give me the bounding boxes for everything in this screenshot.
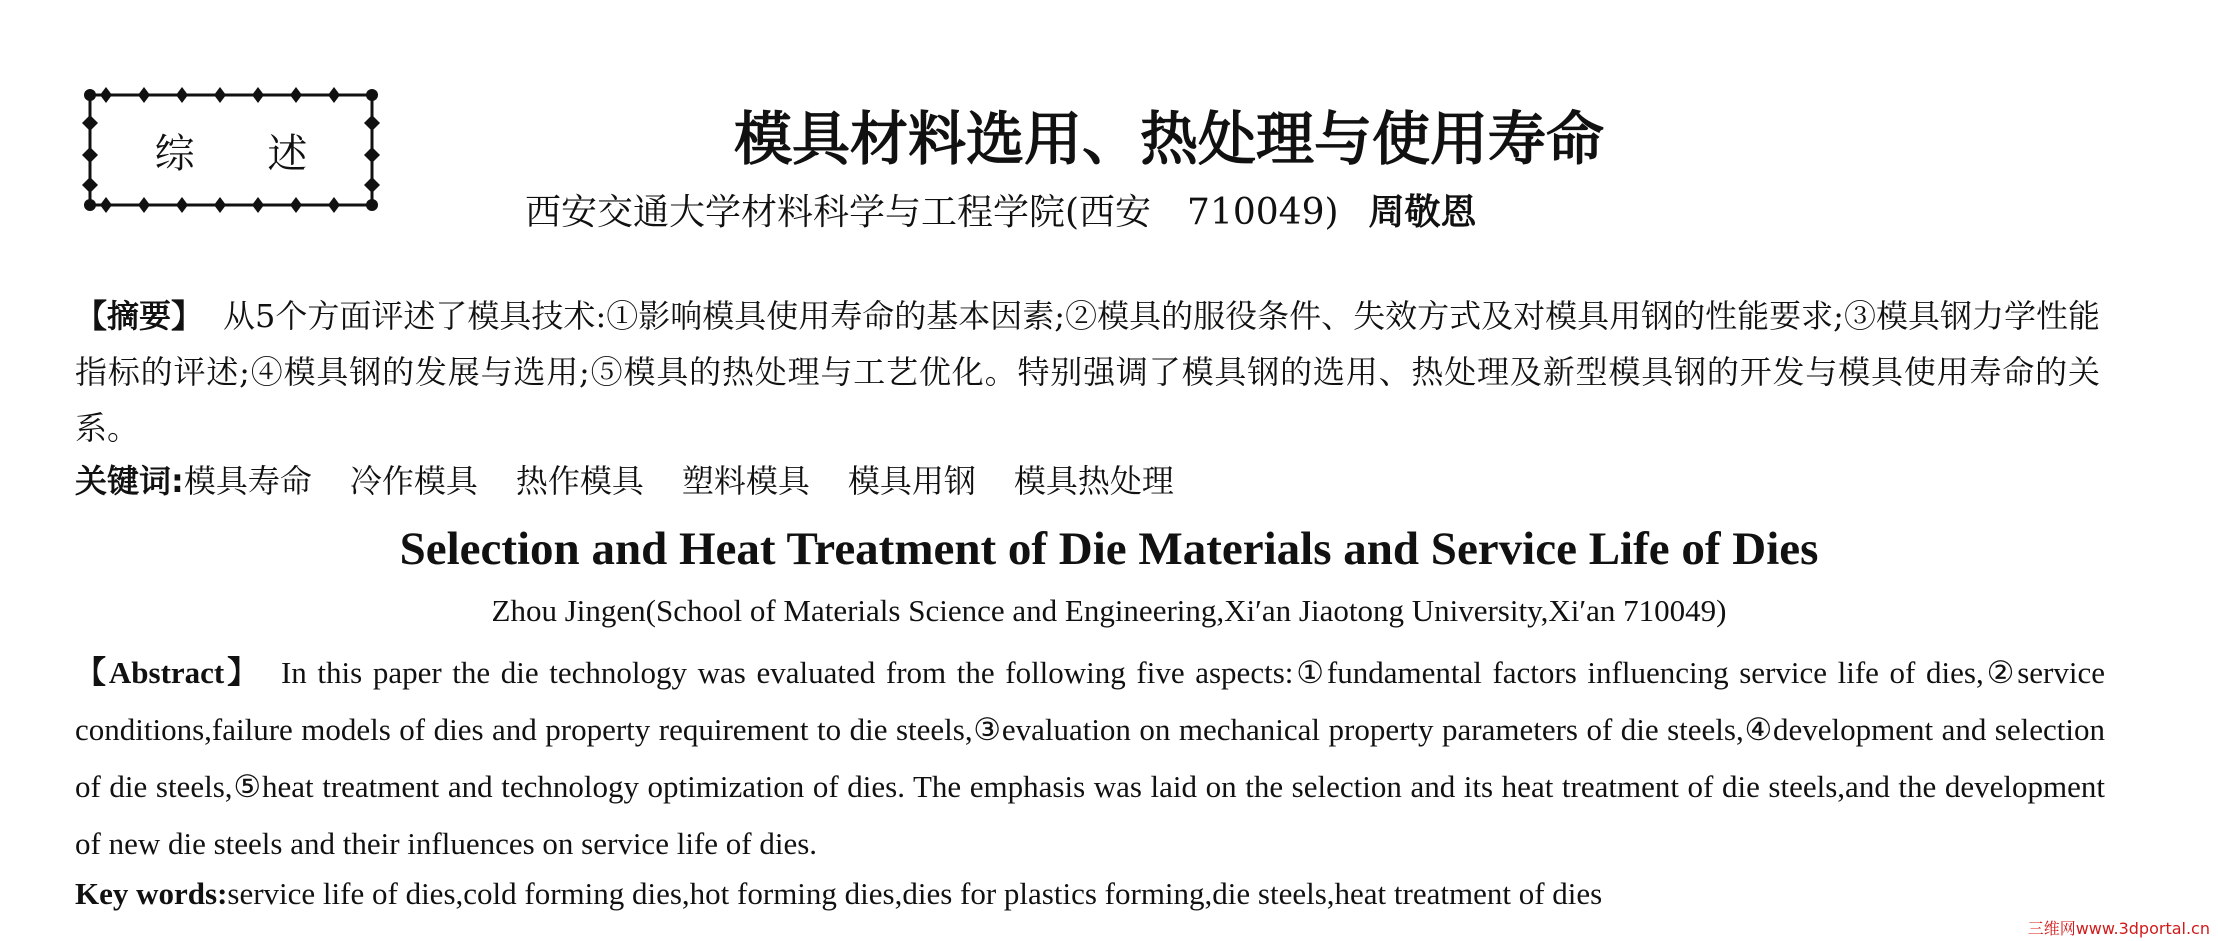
keyword-chinese: 热作模具 (515, 462, 644, 500)
author-chinese: 周敬恩 (1368, 192, 1477, 233)
keywords-english-text: service life of dies,cold forming dies,hot forming dies,dies for plastics forming,die steels,heat treatment of dies (227, 876, 1603, 911)
keyword-chinese: 模具寿命 (183, 462, 312, 500)
abstract-english (75, 644, 2105, 872)
abstract-chinese-tag: 【摘要】 (75, 297, 204, 335)
keyword-chinese: 塑料模具 (681, 462, 810, 500)
author-english: Zhou Jingen(School of Materials Science and Engineering,Xi′an Jiaotong University,Xi′an 710049) (491, 593, 1727, 628)
keywords-english-tag: Key words: (75, 876, 228, 911)
abstract-english-tag: 【Abstract】 (75, 655, 261, 690)
affiliation-line (525, 190, 1477, 236)
section-label: 综 述 (154, 130, 338, 177)
watermark: 三维网www.3dportal.cn (2027, 919, 2210, 938)
keywords-chinese (75, 458, 1212, 504)
abstract-chinese (75, 288, 2100, 456)
abstract-english-text: In this paper the die technology was evaluated from the following five aspects:①fundamental factors influencing service life of dies,②service conditions,failure models of dies and property requirement to die steels,③evaluation on mechanical property parameters of die steels,④development and selection of die steels,⑤heat treatment and technology optimization of dies. The emphasis was laid on the selection and its heat treatment of die steels,and the development of new die steels and their influences on service life of dies. (75, 655, 2106, 861)
abstract-chinese-text: 从5个方面评述了模具技术:①影响模具使用寿命的基本因素;②模具的服役条件、失效方式及对模具用钢的性能要求;③模具钢力学性能指标的评述;④模具钢的发展与选用;⑤模具的热处理与工艺优化。特别强调了模具钢的选用、热处理及新型模具钢的开发与模具使用寿命的关系。 (75, 297, 2100, 447)
keyword-chinese: 模具用钢 (847, 462, 976, 500)
title-chinese: 模具材料选用、热处理与使用寿命 (733, 105, 1604, 173)
keywords-english (75, 873, 2105, 915)
keywords-chinese-tag: 关键词: (75, 462, 184, 500)
affiliation-chinese: 西安交通大学材料科学与工程学院(西安 710049) (525, 192, 1339, 233)
keyword-chinese: 冷作模具 (349, 462, 478, 500)
title-english: Selection and Heat Treatment of Die Materials and Service Life of Dies (399, 523, 1819, 575)
keyword-chinese: 模具热处理 (1013, 462, 1174, 500)
